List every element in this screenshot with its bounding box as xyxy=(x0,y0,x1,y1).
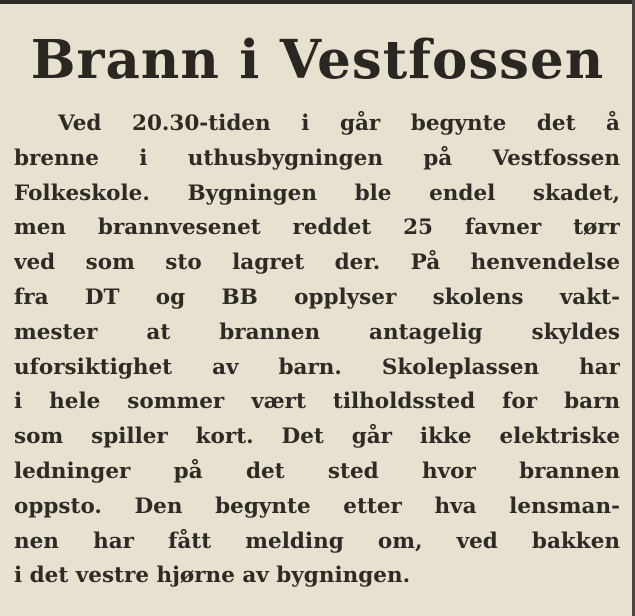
article-line: Folkeskole. Bygningen ble endel skadet, xyxy=(14,180,620,206)
article-line: brenne i uthusbygningen på Vestfossen xyxy=(14,145,620,171)
article-line: som spiller kort. Det går ikke elektriske xyxy=(14,424,620,450)
top-border-rule xyxy=(0,0,635,4)
article-line: i det vestre hjørne av bygningen. xyxy=(14,563,411,589)
article-body xyxy=(14,107,620,594)
article-line: mester at brannen antagelig skyldes xyxy=(14,319,620,345)
article-line: nen har fått melding om, ved bakken xyxy=(14,528,620,554)
article-line: ledninger på det sted hvor brannen xyxy=(14,458,620,484)
article-headline: Brann i Vestfossen xyxy=(30,29,605,91)
article-line: men brannvesenet reddet 25 favner tørr xyxy=(14,215,620,241)
article-line: fra DT og BB opplyser skolens vakt- xyxy=(14,284,620,310)
article-line: i hele sommer vært tilholdssted for barn xyxy=(14,389,620,415)
article-line: Ved 20.30-tiden i går begynte det å xyxy=(58,111,620,136)
article-line: uforsiktighet av barn. Skoleplassen har xyxy=(14,354,620,380)
article-line: ved som sto lagret der. På henvendelse xyxy=(14,250,620,276)
article-line: oppsto. Den begynte etter hva lensman- xyxy=(14,493,620,519)
